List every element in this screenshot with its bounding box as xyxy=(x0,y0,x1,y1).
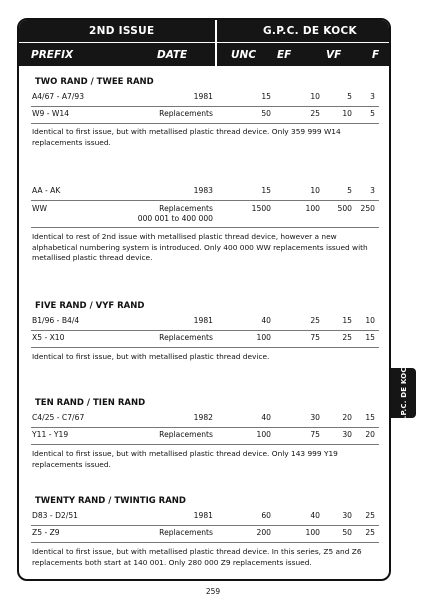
section-title: FIVE RAND / VYF RAND xyxy=(35,301,145,311)
cell-f: 3 xyxy=(370,92,375,101)
side-thumb-tab xyxy=(391,361,416,425)
cell-vf: 5 xyxy=(347,92,352,101)
cell-ef: 100 xyxy=(305,204,320,213)
cell-f: 250 xyxy=(360,204,375,213)
cell-prefix: A4/67 - A7/93 xyxy=(32,92,85,101)
cell-prefix: Y11 - Y19 xyxy=(32,430,69,439)
cell-vf: 30 xyxy=(342,430,352,439)
table-row xyxy=(19,184,389,200)
table-row xyxy=(19,314,389,330)
cell-date: 1983 xyxy=(193,186,213,195)
cell-unc: 40 xyxy=(261,413,271,422)
cell-vf: 10 xyxy=(342,109,352,118)
section-title: TWO RAND / TWEE RAND xyxy=(35,77,154,87)
cell-ef: 75 xyxy=(310,333,320,342)
cell-date: 1982 xyxy=(193,413,213,422)
side-tab-label: G.P.C. DE KOCK xyxy=(399,361,408,425)
cell-ef: 25 xyxy=(310,109,320,118)
cell-unc: 15 xyxy=(261,186,271,195)
cell-vf: 25 xyxy=(342,333,352,342)
table-row xyxy=(19,526,389,542)
section-note: Identical to first issue, but with metallised plastic thread device. Only 143 999 Y19 replacements issued. xyxy=(32,449,338,469)
table-row xyxy=(19,331,389,347)
cell-f: 25 xyxy=(365,528,375,537)
cell-date: Replacements xyxy=(159,528,213,537)
cell-date-line1: Replacements xyxy=(159,204,213,213)
col-f-header: F xyxy=(372,49,380,61)
cell-vf: 50 xyxy=(342,528,352,537)
cell-vf: 15 xyxy=(342,316,352,325)
cell-vf: 5 xyxy=(347,186,352,195)
row-rule xyxy=(31,444,379,445)
col-prefix-header: PREFIX xyxy=(31,49,74,61)
cell-ef: 75 xyxy=(310,430,320,439)
row-rule xyxy=(31,347,379,348)
cell-date: Replacements xyxy=(159,333,213,342)
header-rule xyxy=(19,42,389,43)
cell-f: 10 xyxy=(365,316,375,325)
table-row xyxy=(19,90,389,106)
cell-f: 3 xyxy=(370,186,375,195)
row-rule xyxy=(31,200,379,201)
cell-unc: 1500 xyxy=(251,204,271,213)
cell-date: 1981 xyxy=(193,92,213,101)
cell-unc: 60 xyxy=(261,511,271,520)
cell-vf: 20 xyxy=(342,413,352,422)
cell-date xyxy=(119,204,213,224)
cell-ef: 25 xyxy=(310,316,320,325)
cell-ef: 100 xyxy=(305,528,320,537)
cell-prefix: WW xyxy=(32,204,48,213)
cell-prefix: AA - AK xyxy=(32,186,61,195)
cell-unc: 100 xyxy=(256,333,271,342)
section-note: Identical to first issue, but with metallised plastic thread device. xyxy=(32,352,270,361)
table-row xyxy=(19,107,389,123)
cell-f: 20 xyxy=(365,430,375,439)
cell-prefix: D83 - D2/51 xyxy=(32,511,78,520)
col-ef-header: EF xyxy=(277,49,292,61)
cell-unc: 200 xyxy=(256,528,271,537)
row-rule xyxy=(31,123,379,124)
page-number: 259 xyxy=(205,587,221,596)
cell-ef: 40 xyxy=(310,511,320,520)
cell-date-line2: 000 001 to 400 000 xyxy=(137,214,213,223)
cell-date: Replacements xyxy=(159,109,213,118)
cell-prefix: C4/25 - C7/67 xyxy=(32,413,85,422)
cell-vf: 500 xyxy=(337,204,352,213)
row-rule xyxy=(31,542,379,543)
section-note: Identical to first issue, but with metallised plastic thread device. Only 359 999 W14 replacements issued. xyxy=(32,127,341,147)
section-title: TWENTY RAND / TWINTIG RAND xyxy=(35,496,186,506)
cell-prefix: B1/96 - B4/4 xyxy=(32,316,80,325)
col-date-header: DATE xyxy=(157,49,188,61)
section-note: Identical to rest of 2nd issue with metallised plastic thread device, however a new alphabetical numbering system is introduced. Only 400 000 WW replacements issued with metallised plastic thread device. xyxy=(32,232,368,262)
cell-f: 15 xyxy=(365,333,375,342)
row-rule xyxy=(31,227,379,228)
table-row xyxy=(19,509,389,525)
section-title: TEN RAND / TIEN RAND xyxy=(35,398,146,408)
cell-date: Replacements xyxy=(159,430,213,439)
cell-f: 25 xyxy=(365,511,375,520)
cell-ef: 30 xyxy=(310,413,320,422)
col-unc-header: UNC xyxy=(231,49,257,61)
cell-ef: 10 xyxy=(310,92,320,101)
col-vf-header: VF xyxy=(326,49,342,61)
cell-unc: 50 xyxy=(261,109,271,118)
table-row xyxy=(19,428,389,444)
table-row xyxy=(19,411,389,427)
catalogue-page-frame xyxy=(17,18,391,581)
cell-date: 1981 xyxy=(193,511,213,520)
cell-f: 5 xyxy=(370,109,375,118)
cell-prefix: Z5 - Z9 xyxy=(32,528,60,537)
section-note: Identical to first issue, but with metallised plastic thread device. In this series, Z5 and Z6 replacements both start at 140 001. Only 280 000 Z9 replacements issued. xyxy=(32,547,362,567)
cell-ef: 10 xyxy=(310,186,320,195)
table-header xyxy=(19,20,389,66)
cell-unc: 40 xyxy=(261,316,271,325)
cell-unc: 100 xyxy=(256,430,271,439)
cell-f: 15 xyxy=(365,413,375,422)
table-row xyxy=(19,202,389,226)
header-divider xyxy=(215,20,217,66)
cell-vf: 30 xyxy=(342,511,352,520)
cell-unc: 15 xyxy=(261,92,271,101)
issue-title: 2ND ISSUE xyxy=(89,25,155,37)
grader-title: G.P.C. DE KOCK xyxy=(263,25,357,37)
cell-prefix: W9 - W14 xyxy=(32,109,70,118)
cell-date: 1981 xyxy=(193,316,213,325)
cell-prefix: X5 - X10 xyxy=(32,333,65,342)
